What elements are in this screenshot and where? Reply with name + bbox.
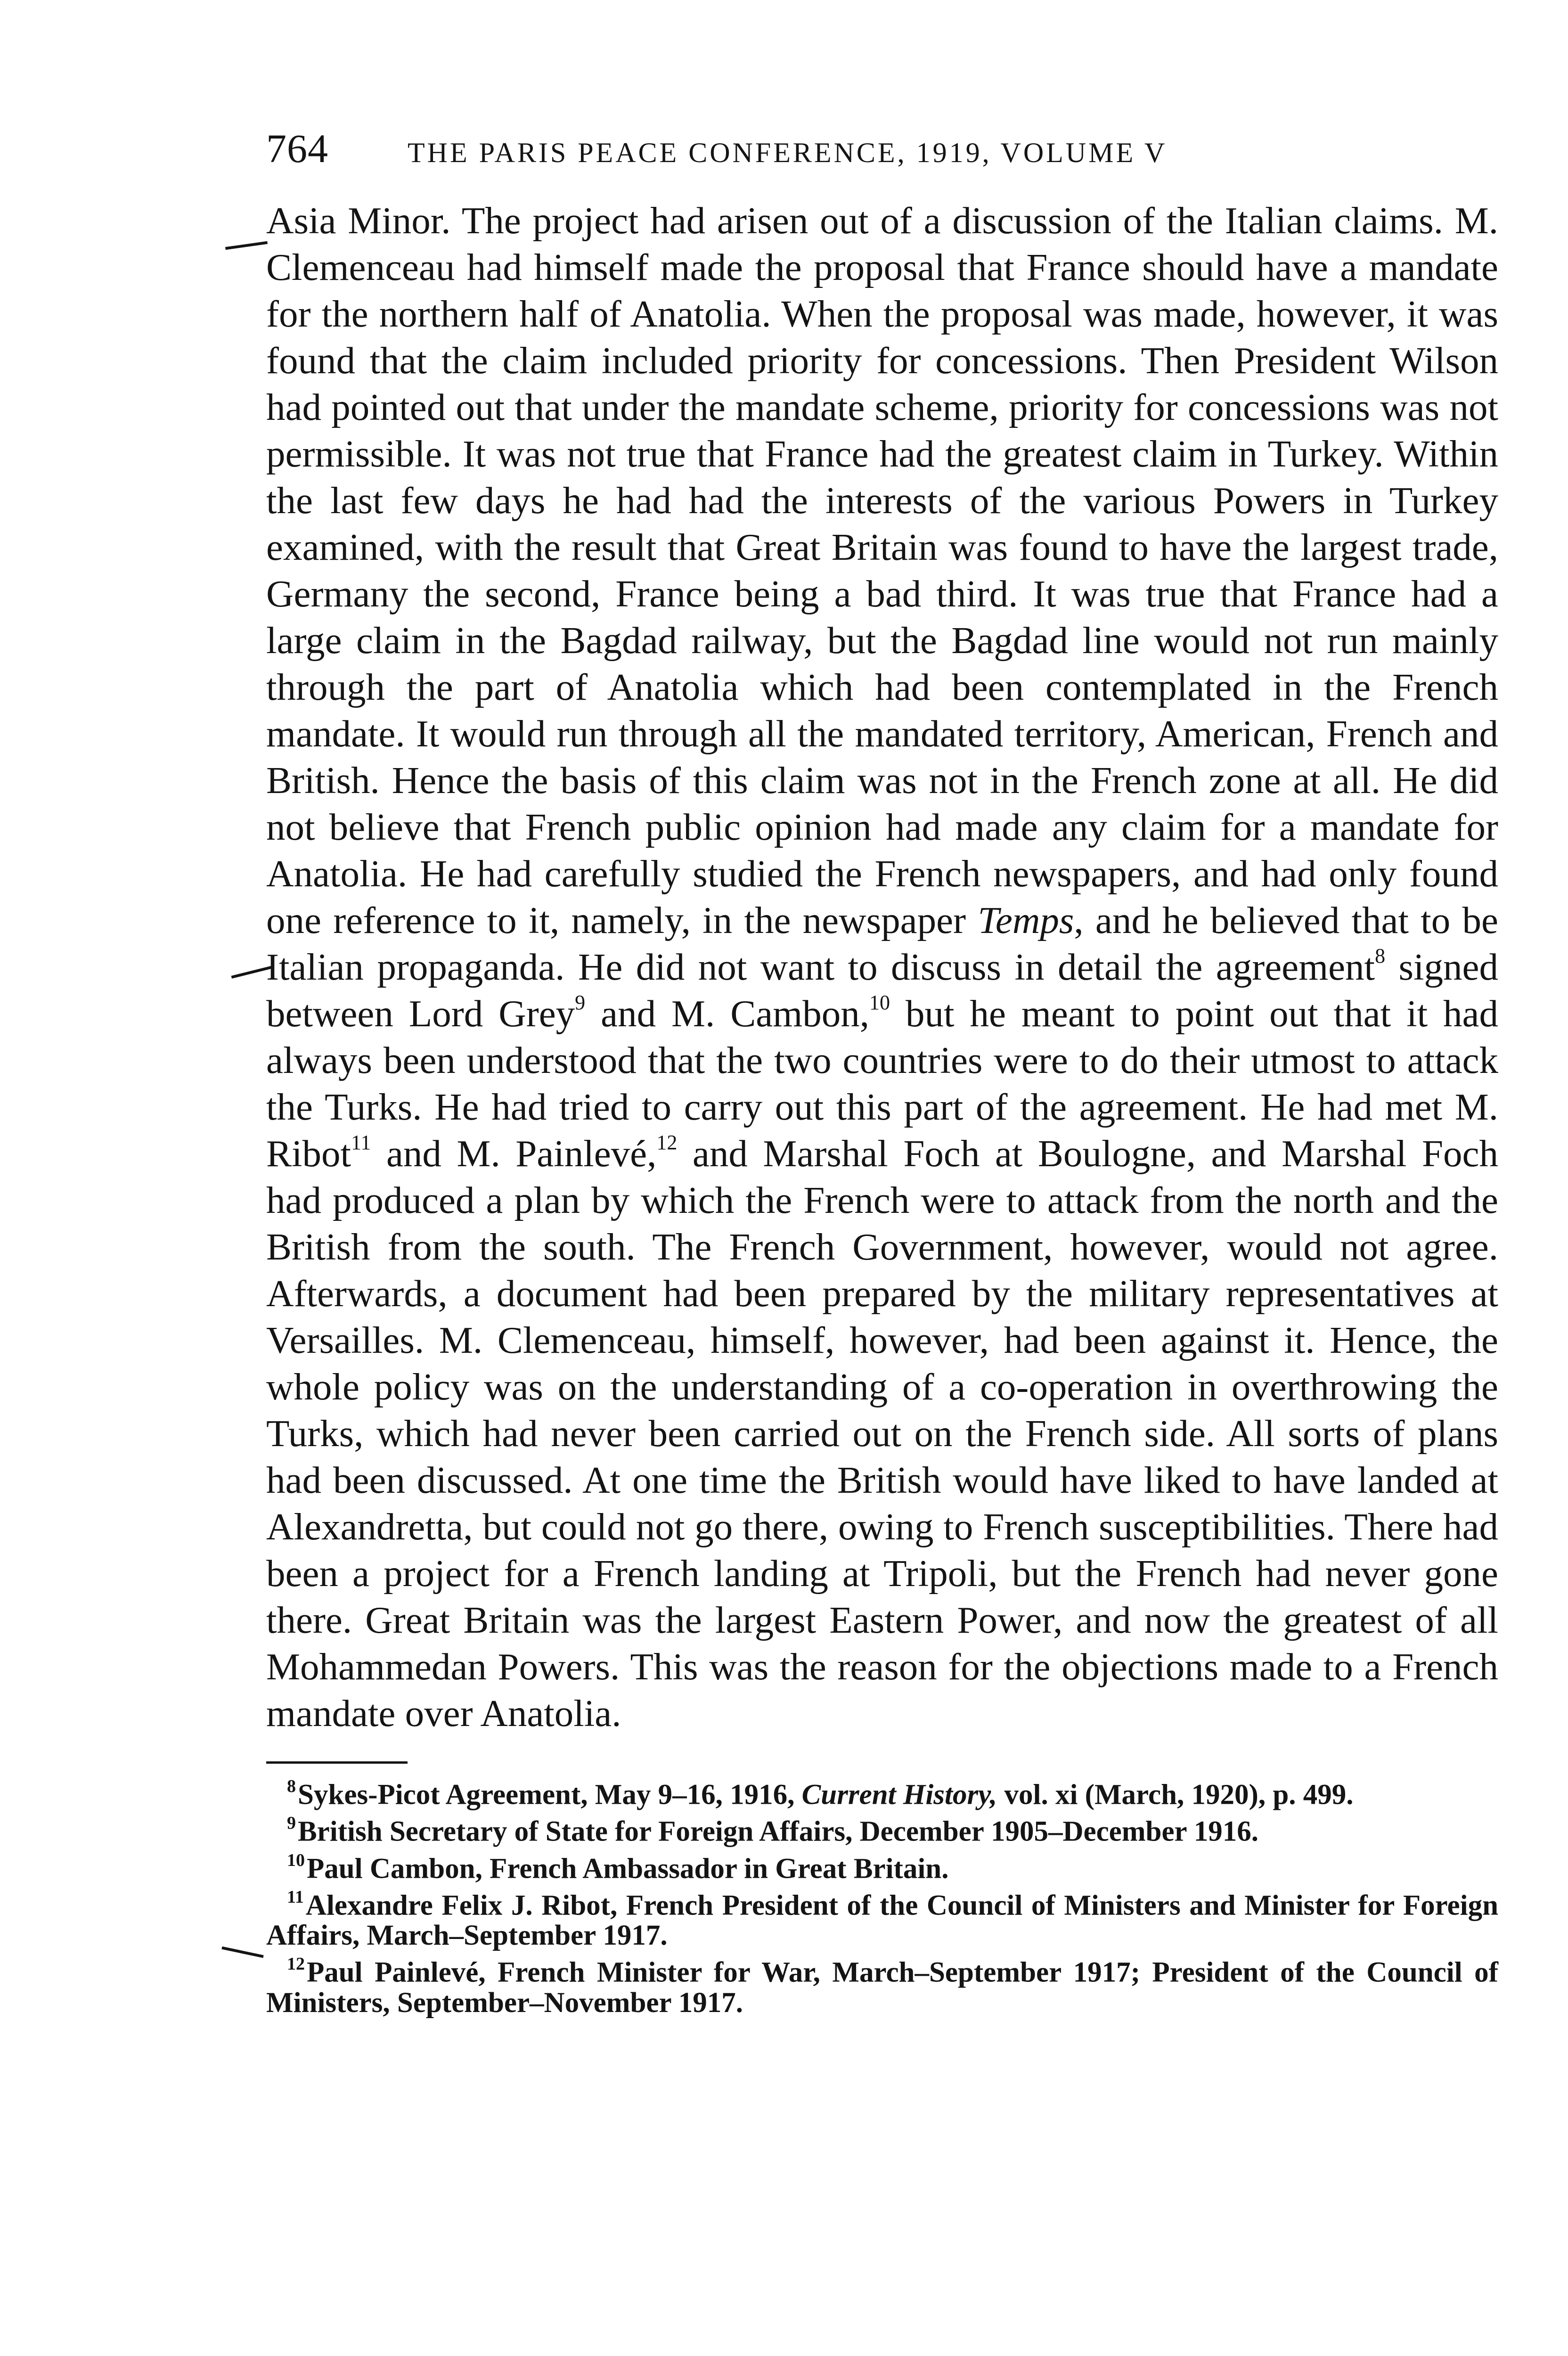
page-number: 764 xyxy=(266,126,328,171)
footnote-ref-11[interactable]: 11 xyxy=(351,1131,371,1154)
page-header xyxy=(266,125,1498,177)
footnote-number: 8 xyxy=(287,1776,296,1796)
footnote-12 xyxy=(266,1951,1498,2018)
footnote-divider xyxy=(266,1761,408,1764)
footnote-number: 11 xyxy=(287,1887,304,1907)
body-text xyxy=(266,197,1498,1737)
footnote-text: British Secretary of State for Foreign Affairs, December 1905–December 1916. xyxy=(298,1816,1259,1848)
footnote-number: 12 xyxy=(287,1954,305,1974)
body-segment: and M. Cambon, xyxy=(585,992,870,1035)
footnote-number: 9 xyxy=(287,1813,296,1833)
footnote-number: 10 xyxy=(287,1850,305,1870)
footnotes xyxy=(266,1773,1498,2018)
body-segment: signed between Lord Grey xyxy=(266,946,1498,1035)
newspaper-title: Temps xyxy=(978,899,1074,941)
footnote-text: Alexandre Felix J. Ribot, French President of the Council of Ministers and Minister for Foreign Affairs, March–September 1917. xyxy=(266,1890,1498,1952)
footnote-8 xyxy=(266,1773,1498,1810)
footnote-text: vol. xi (March, 1920), p. 499. xyxy=(997,1779,1354,1811)
running-head: THE PARIS PEACE CONFERENCE, 1919, VOLUME V xyxy=(408,137,1168,168)
footnote-10 xyxy=(266,1847,1498,1884)
footnote-11 xyxy=(266,1884,1498,1951)
margin-pen-mark xyxy=(221,1947,263,1958)
body-segment: Asia Minor. The project had arisen out of a discussion of the Italian claims. M. Clemenceau had himself made the proposal that France should have a mandate for the northern half of Anatolia. When the proposal was made, however, it was found that the claim included priority for concessions. Then President Wilson had pointed out that under the mandate scheme, priority for concessions was not permissible. It was not true that France had the greatest claim in Turkey. Within the last few days he had had the interests of the various Powers in Turkey examined, with the result that Great Britain was found to have the largest trade, Germany the second, France being a bad third. It was true that France had a large claim in the Bagdad railway, but the Bagdad line would not run mainly through the part of Anatolia which had been contemplated in the French mandate. It would run through all the mandated territory, American, French and British. Hence the basis of this claim was not in the French zone at all. He did not believe that French public opinion had made any claim for a mandate for Anatolia. He had carefully studied the French newspapers, and had only found one reference to it, namely, in the newspaper xyxy=(266,199,1498,941)
margin-pen-mark xyxy=(225,241,268,250)
main-paragraph xyxy=(266,197,1498,1737)
book-page xyxy=(266,125,1498,2018)
footnote-text: Sykes-Picot Agreement, May 9–16, 1916, xyxy=(298,1779,802,1811)
body-segment: and M. Painlevé, xyxy=(371,1132,657,1175)
footnote-text: Paul Cambon, French Ambassador in Great Britain. xyxy=(307,1852,949,1884)
body-segment: , and he believed that to be Italian propaganda. He did not want to discuss in detail the agreement xyxy=(266,899,1498,988)
footnote-9 xyxy=(266,1810,1498,1847)
footnote-ref-10[interactable]: 10 xyxy=(869,991,890,1014)
footnote-italic: Current History, xyxy=(801,1779,997,1811)
footnote-ref-8[interactable]: 8 xyxy=(1375,944,1386,967)
body-segment: but he meant to point out that it had always been understood that the two countries were to do their utmost to attack the Turks. He had tried to carry out this part of the agreement. He had met M. Ribot xyxy=(266,992,1498,1175)
footnote-text: Paul Painlevé, French Minister for War, March–September 1917; President of the Council of Ministers, September–November 1917. xyxy=(266,1956,1498,2019)
body-segment: and Marshal Foch at Boulogne, and Marshal Foch had produced a plan by which the French were to attack from the north and the British from the south. The French Government, however, would not agree. Afterwards, a document had been prepared by the military representatives at Versailles. M. Clemenceau, himself, however, had been against it. Hence, the whole policy was on the understanding of a co-operation in overthrowing the Turks, which had never been carried out on the French side. All sorts of plans had been discussed. At one time the British would have liked to have landed at Alexandretta, but could not go there, owing to French susceptibilities. There had been a project for a French landing at Tripoli, but the French had never gone there. Great Britain was the largest Eastern Power, and now the greatest of all Mohammedan Powers. This was the reason for the objections made to a French mandate over Anatolia. xyxy=(266,1132,1498,1734)
footnote-ref-12[interactable]: 12 xyxy=(656,1131,678,1154)
footnote-ref-9[interactable]: 9 xyxy=(575,991,586,1014)
